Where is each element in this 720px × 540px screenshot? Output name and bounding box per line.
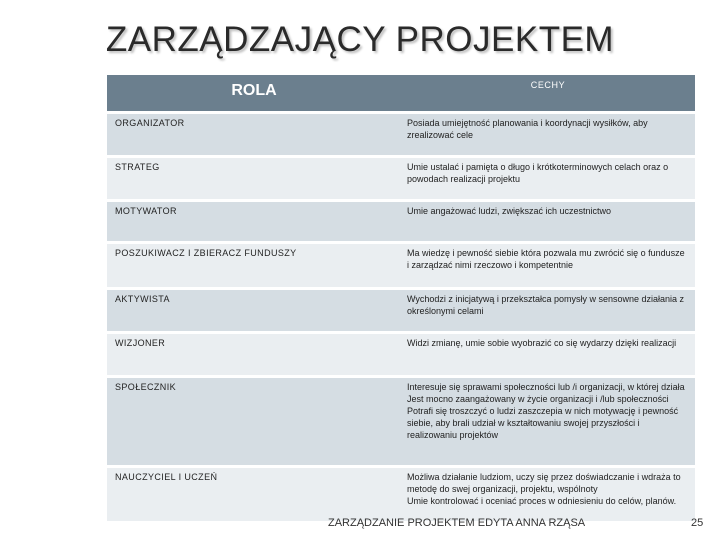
- desc-cell: Posiada umiejętność planowania i koordynacji wysiłków, aby zrealizować cele: [399, 114, 695, 155]
- table-row: [107, 334, 695, 375]
- desc-cell: Widzi zmianę, umie sobie wyobrazić co się wydarzy dzięki realizacji: [399, 334, 695, 375]
- table-row: [107, 468, 695, 521]
- table-row: [107, 114, 695, 155]
- desc-cell: Umie ustalać i pamięta o długo i krótkoterminowych celach oraz o powodach realizacji projektu: [399, 158, 695, 199]
- role-cell: ORGANIZATOR: [107, 114, 399, 155]
- desc-cell: Interesuje się sprawami społeczności lub /i organizacji, w której działa Jest mocno zaangażowany w życie organizacji i /lub społeczności Potrafi się troszczyć o ludzi zaszczepia w nich motywację i pewność siebie, aby brali udział w kształtowaniu swojej przyszłości i realizowaniu projektów: [399, 378, 695, 465]
- role-cell: WIZJONER: [107, 334, 399, 375]
- page-number: 25: [691, 517, 704, 529]
- slide-title: ZARZĄDZAJĄCY PROJEKTEM: [105, 20, 615, 59]
- table-row: [107, 158, 695, 199]
- table-row: [107, 290, 695, 331]
- desc-cell: Możliwa działanie ludziom, uczy się przez doświadczanie i wdraża to metodę do swej organizacji, projektu, wspólnoty Umie kontrolować i oceniać proces w odniesieniu do celów, planów.: [399, 468, 695, 521]
- role-cell: MOTYWATOR: [107, 202, 399, 241]
- table-row: [107, 202, 695, 241]
- role-cell: SPOŁECZNIK: [107, 378, 399, 465]
- role-cell: POSZUKIWACZ I ZBIERACZ FUNDUSZY: [107, 244, 399, 287]
- footer-text: ZARZĄDZANIE PROJEKTEM EDYTA ANNA RZĄSA: [328, 517, 586, 529]
- header-traits: CECHY: [399, 75, 695, 111]
- desc-cell: Wychodzi z inicjatywą i przekształca pomysły w sensowne działania z określonymi celami: [399, 290, 695, 331]
- desc-cell: Ma wiedzę i pewność siebie która pozwala mu zwrócić się o fundusze i zarządzać nimi rzeczowo i kompetentnie: [399, 244, 695, 287]
- table-row: [107, 378, 695, 465]
- role-cell: NAUCZYCIEL I UCZEŃ: [107, 468, 399, 521]
- table-row: [107, 244, 695, 287]
- desc-cell: Umie angażować ludzi, zwiększać ich uczestnictwo: [399, 202, 695, 241]
- role-cell: STRATEG: [107, 158, 399, 199]
- roles-table: [107, 72, 695, 524]
- header-role: ROLA: [107, 75, 399, 111]
- role-cell: AKTYWISTA: [107, 290, 399, 331]
- table-header-row: [107, 75, 695, 111]
